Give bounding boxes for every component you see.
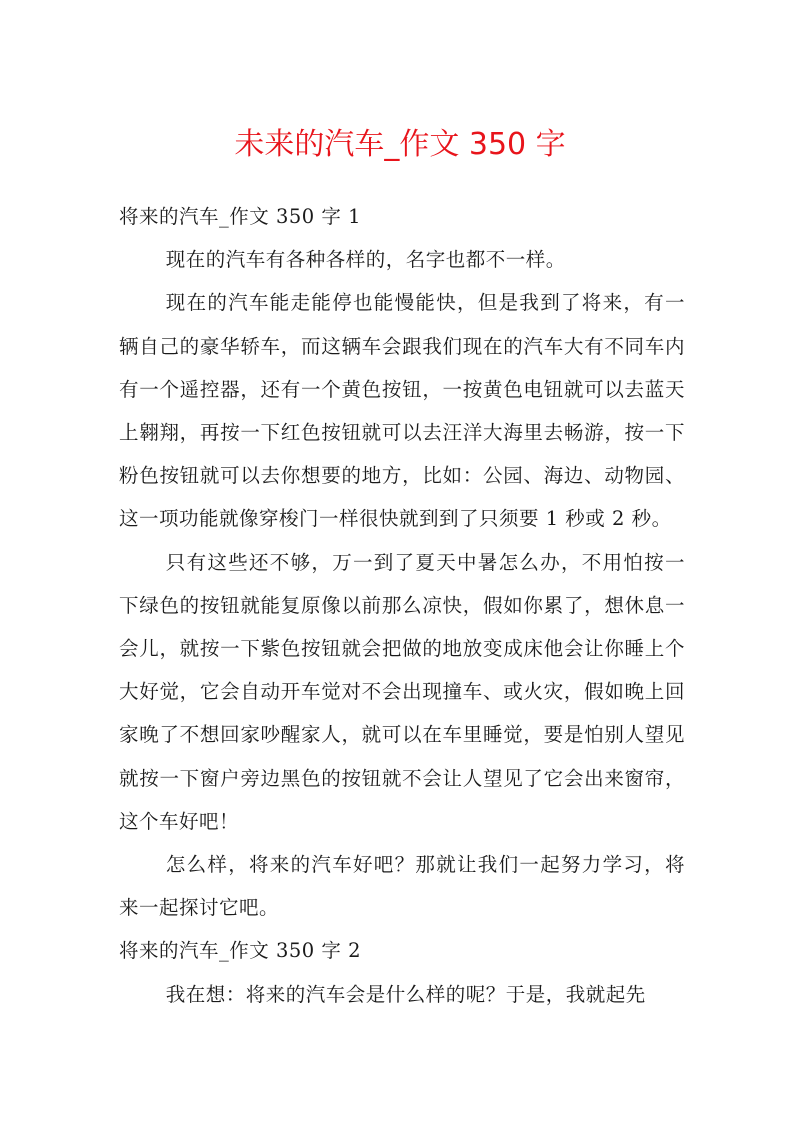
paragraph: 怎么样，将来的汽车好吧？那就让我们一起努力学习，将来一起探讨它吧。 bbox=[119, 853, 685, 920]
document-body bbox=[119, 195, 685, 1016]
section-heading-1: 将来的汽车_作文 350 字 1 bbox=[119, 205, 361, 228]
paragraph: 只有这些还不够，万一到了夏天中暑怎么办，不用怕按一下绿色的按钮就能复原像以前那么凉快，假如你累了，想休息一会儿，就按一下紫色按钮就会把做的地放变成床他会让你睡上个大好觉，它会自动开车觉对不会出现撞车、或火灾，假如晚上回家晚了不想回家吵醒家人，就可以在车里睡觉，要是怕别人望见就按一下窗户旁边黑色的按钮就不会让人望见了它会出来窗帘，这个车好吧！ bbox=[119, 550, 685, 833]
paragraph: 现在的汽车有各种各样的，名字也都不一样。 bbox=[165, 248, 566, 272]
section-heading-2: 将来的汽车_作文 350 字 2 bbox=[119, 939, 361, 963]
paragraph: 我在想：将来的汽车会是什么样的呢？于是，我就起先 bbox=[165, 982, 646, 1006]
paragraph: 现在的汽车能走能停也能慢能快，但是我到了将来，有一辆自己的豪华轿车，而这辆车会跟我们现在的汽车大有不同车内有一个遥控器，还有一个黄色按钮，一按黄色电钮就可以去蓝天上翱翔，再按一下红色按钮就可以去汪洋大海里去畅游，按一下粉色按钮就可以去你想要的地方，比如：公园、海边、动物园、这一项功能就像穿梭门一样很快就到到了只须要 1 秒或 2 秒。 bbox=[119, 291, 685, 531]
page-title: 未来的汽车_作文 350 字 bbox=[234, 127, 566, 162]
